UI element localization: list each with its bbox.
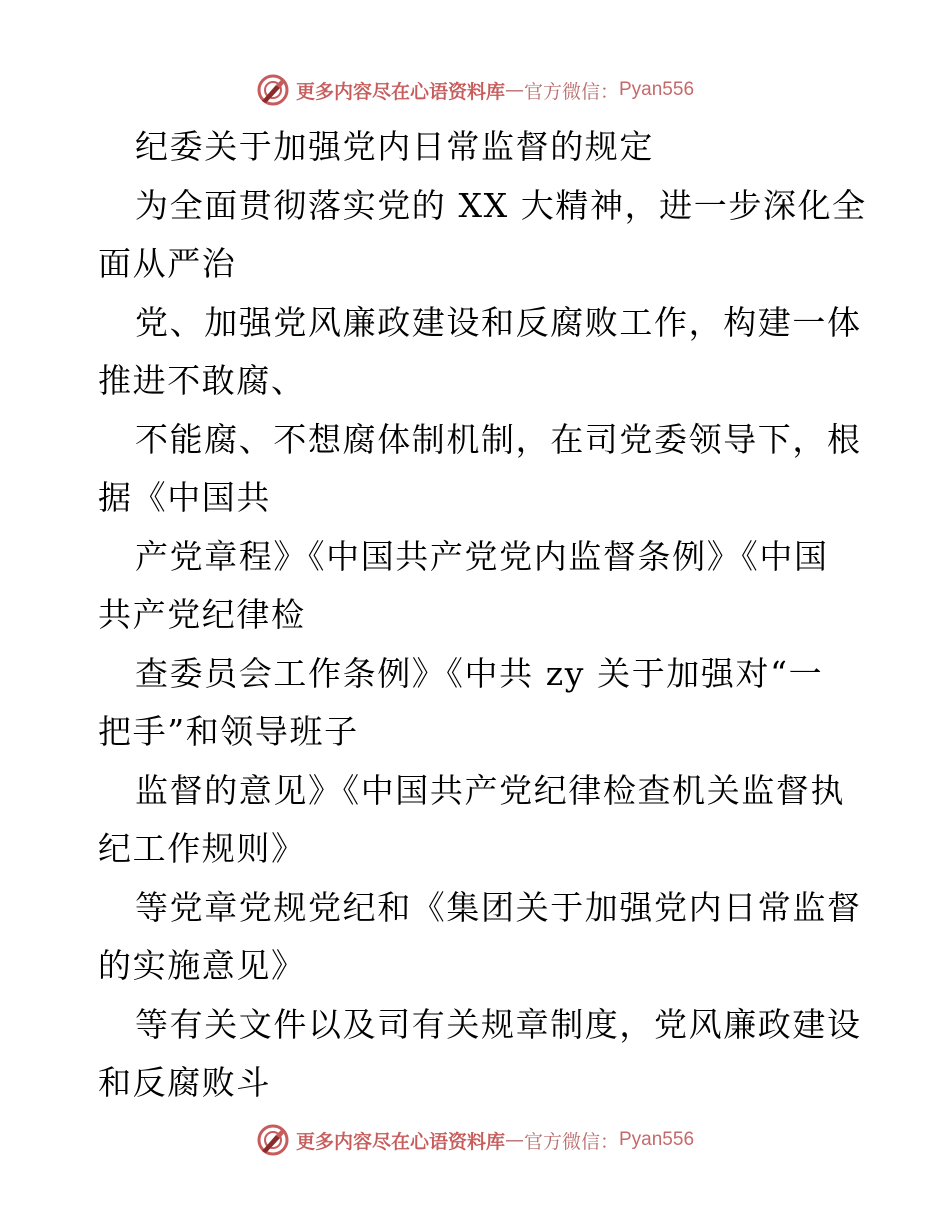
paragraph-line: 不能腐、不想腐体制机制，在司党委领导下，根	[135, 419, 862, 459]
watermark-wechat-id: Pyan556	[619, 1129, 695, 1150]
watermark-wechat-id: Pyan556	[619, 79, 695, 100]
pen-seal-icon	[256, 73, 290, 107]
paragraph-line: 查委员会工作条例》《中共 zy 关于加强对“一	[135, 653, 824, 693]
paragraph-line: 共产党纪律检	[98, 595, 306, 634]
watermark-footer	[0, 1120, 950, 1160]
paragraph-line: 党、加强党风廉政建设和反腐败工作，构建一体	[135, 302, 862, 342]
document-body	[98, 118, 867, 1113]
watermark-official-label: 官方微信：	[523, 80, 619, 103]
document-title: 纪委关于加强党内日常监督的规定	[135, 127, 654, 166]
paragraph-line: 和反腐败斗	[98, 1063, 271, 1102]
paragraph-line: 等有关文件以及司有关规章制度，党风廉政建设	[135, 1004, 862, 1044]
paragraph-line: 监督的意见》《中国共产党纪律检查机关监督执	[135, 770, 846, 810]
paragraph-line: 为全面贯彻落实党的 XX 大精神，进一步深化全	[135, 185, 867, 225]
watermark-official-label: 官方微信：	[523, 1130, 619, 1153]
paragraph-line: 等党章党规党纪和《集团关于加强党内日常监督	[135, 887, 862, 927]
watermark-separator: —	[504, 79, 524, 101]
paragraph-line: 据《中国共	[98, 478, 271, 517]
paragraph-line: 纪工作规则》	[98, 829, 306, 868]
paragraph-line: 把手”和领导班子	[98, 712, 359, 751]
watermark-main-text: 更多内容尽在心语资料库	[295, 1130, 505, 1153]
watermark-separator: —	[504, 1129, 524, 1151]
paragraph-line: 面从严治	[98, 244, 237, 283]
paragraph-line: 产党章程》《中国共产党党内监督条例》《中国	[135, 536, 829, 576]
watermark-main-text: 更多内容尽在心语资料库	[295, 80, 505, 103]
watermark-header	[0, 70, 950, 110]
paragraph-line: 推进不敢腐、	[98, 361, 306, 400]
pen-seal-icon	[256, 1123, 290, 1157]
paragraph-line: 的实施意见》	[98, 946, 306, 985]
